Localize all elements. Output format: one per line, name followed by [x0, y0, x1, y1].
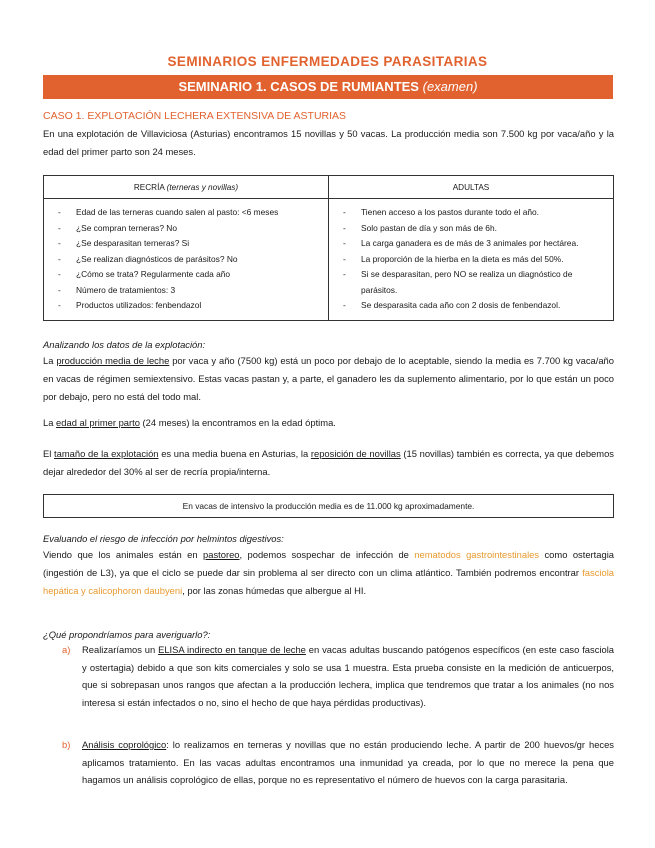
underlined-term: pastoreo	[203, 549, 240, 560]
list-item: - ¿Se desparasitan terneras? Si	[58, 236, 320, 252]
text-run: , podemos sospechar de infección de	[239, 549, 415, 560]
farm-data-table	[43, 175, 614, 321]
analysis-paragraph-first-birth	[43, 414, 614, 432]
list-item: - ¿Se realizan diagnósticos de parásitos? No	[58, 252, 320, 268]
proposal-b-text	[82, 736, 614, 789]
risk-paragraph	[43, 546, 614, 600]
risk-heading: Evaluando el riesgo de infección por helmintos digestivos:	[43, 533, 284, 544]
analysis-heading: Analizando los datos de la explotación:	[43, 339, 206, 350]
col-header-recria-note: (terneras y novillas)	[166, 182, 239, 192]
list-item: - Productos utilizados: fenbendazol	[58, 298, 320, 314]
text-run: La	[43, 417, 57, 428]
list-item: - La carga ganadera es de más de 3 animales por hectárea.	[343, 236, 605, 252]
text-run: : lo realizamos en terneras y novillas que no están produciendo leche. A partir de 200 huevos/gr heces aplicamos tratamiento. En las vacas adultas encontramos una inmunidad ya creada, por lo que no merece la pena que hagamos un análisis coprológico de ellas, porque no es representativo el número de huevos con la carga parasitaria.	[82, 739, 614, 785]
list-marker: a)	[62, 644, 71, 655]
list-item: - ¿Cómo se trata? Regularmente cada año	[58, 267, 320, 283]
text-run: El	[43, 448, 55, 459]
proposal-a	[62, 641, 614, 711]
seminar-banner	[43, 75, 613, 99]
underlined-term: Análisis coprológico	[82, 739, 167, 750]
list-item: - Si se desparasitan, pero NO se realiza un diagnóstico de parásitos.	[343, 267, 605, 298]
text-run: , por las zonas húmedas que albergue al HI.	[182, 585, 367, 596]
underlined-term: producción media de leche	[56, 355, 170, 366]
col-header-adultas: ADULTAS	[329, 176, 614, 199]
case-title: CASO 1. EXPLOTACIÓN LECHERA EXTENSIVA DE ASTURIAS	[43, 110, 347, 122]
adultas-list	[343, 205, 605, 314]
col-header-recria-label: RECRÍA	[133, 182, 165, 192]
text-run: Realizaríamos un	[82, 644, 159, 655]
text-run: es una media buena en Asturias, la	[158, 448, 311, 459]
text-run: en vacas adultas buscando patógenos específicos (en este caso fasciola y ostertagia) debido a que son kits comerciales y solo se usa 1 muestra. Esta prueba consiste en la medición de anticuerpos, que si sobrepasan unos rangos que afectan a la producción lechera, implica que tendremos que tratar a los animales (no nos interesa si están infectados o no, sino el hecho de que haya pérdidas productivas).	[82, 644, 614, 708]
list-item: - Solo pastan de día y son más de 6h.	[343, 221, 605, 237]
underlined-term: tamaño de la explotación	[54, 448, 159, 459]
list-item: - Tienen acceso a los pastos durante todo el año.	[343, 205, 605, 221]
banner-note: (examen)	[422, 79, 478, 94]
proposal-a-text	[82, 641, 614, 711]
text-run: (15 novillas) también es correcta, ya que debemos dejar alrededor del 30% al ser de recría propia/interna.	[43, 448, 614, 477]
text-run: como ostertagia (ingestión de L3), ya que el ciclo se puede dar sin problema al ser directo con un clima atlántico. También podremos encontrar	[43, 549, 614, 578]
list-item: - Se desparasita cada año con 2 dosis de fenbendazol.	[343, 298, 605, 314]
list-item: - Edad de las terneras cuando salen al pasto: <6 meses	[58, 205, 320, 221]
case-intro: En una explotación de Villaviciosa (Asturias) encontramos 15 novillas y 50 vacas. La producción media son 7.500 kg por vaca/año y la edad del primer parto son 24 meses.	[43, 128, 614, 157]
text-run: (24 meses) la encontramos en la edad óptima.	[139, 417, 336, 428]
underlined-term: ELISA indirecto en tanque de leche	[158, 644, 306, 655]
col-header-recria	[44, 176, 329, 199]
recria-cell	[44, 199, 329, 321]
underlined-term: reposición de novillas	[310, 448, 401, 459]
list-marker: b)	[62, 739, 71, 750]
analysis-paragraph-size	[43, 445, 614, 481]
adultas-cell	[329, 199, 614, 321]
list-item: - Número de tratamientos: 3	[58, 283, 320, 299]
banner-title: SEMINARIO 1. CASOS DE RUMIANTES	[178, 79, 419, 94]
text-run: por vaca y año (7500 kg) está un poco por debajo de lo aceptable, siendo la media es 7.700 kg vaca/año en vacas de régimen semiextensivo. Estas vacas pastan y, a parte, el ganadero les da suplemento alimentario, por lo que están un poco por debajo, pero no está del todo mal.	[43, 355, 614, 402]
highlighted-term: fasciola hepática y calicophoron daubyeni	[43, 567, 614, 596]
note-box: En vacas de intensivo la producción media es de 11.000 kg aproximadamente.	[43, 494, 614, 518]
list-item: - ¿Se compran terneras? No	[58, 221, 320, 237]
highlighted-term: nematodos gastrointestinales	[414, 549, 540, 560]
list-item: - La proporción de la hierba en la dieta es más del 50%.	[343, 252, 605, 268]
proposal-b	[62, 736, 614, 789]
recria-list	[58, 205, 320, 314]
underlined-term: edad al primer parto	[56, 417, 140, 428]
text-run: Viendo que los animales están en	[43, 549, 204, 560]
document-title: SEMINARIOS ENFERMEDADES PARASITARIAS	[167, 54, 488, 69]
analysis-paragraph-production	[43, 352, 614, 406]
text-run: La	[43, 355, 57, 366]
propose-heading: ¿Qué propondríamos para averiguarlo?:	[43, 629, 211, 640]
